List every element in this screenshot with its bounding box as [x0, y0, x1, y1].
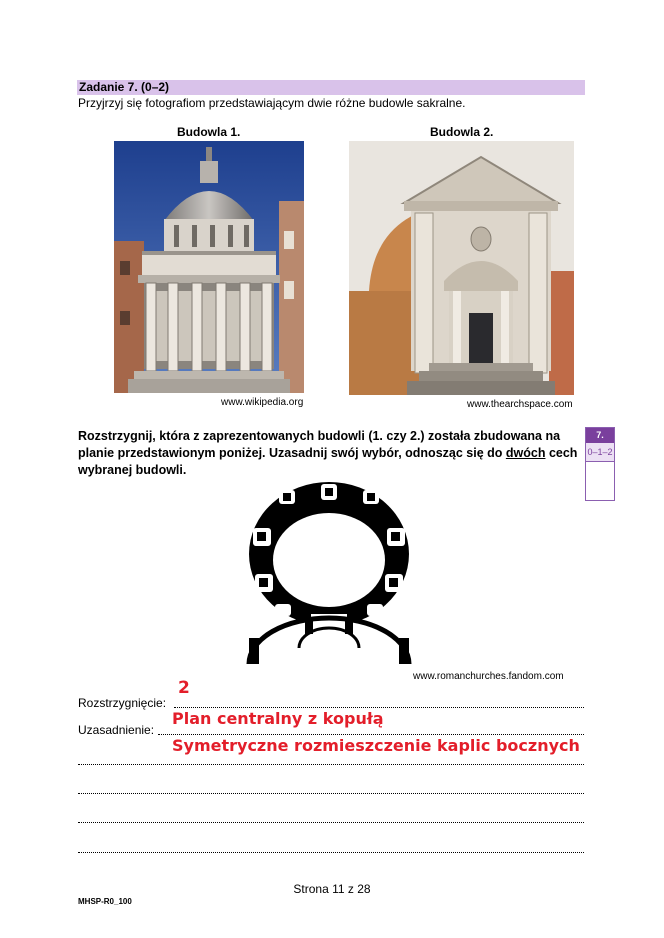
justification-line-3[interactable]: [78, 793, 584, 794]
score-field[interactable]: [586, 462, 614, 500]
question-part-2: cech wybranej budowli.: [78, 446, 578, 477]
building-1-photo: [114, 141, 304, 393]
page-number: Strona 11 z 28: [293, 882, 371, 896]
question-text: [78, 428, 588, 479]
score-range: 0–1–2: [586, 443, 614, 462]
handwritten-justification-1: Plan centralny z kopułą: [172, 709, 384, 728]
handwritten-decision: 2: [178, 678, 190, 698]
building-1-source: www.wikipedia.org: [221, 397, 304, 408]
task-intro: Przyjrzyj się fotografiom przedstawiającym dwie różne budowle sakralne.: [78, 96, 466, 110]
justification-line-5[interactable]: [78, 852, 584, 853]
justification-line-1[interactable]: [158, 734, 584, 735]
question-emphasis: dwóch: [505, 446, 546, 460]
document-code: MHSP-R0_100: [78, 897, 132, 906]
justification-line-4[interactable]: [78, 822, 584, 823]
building-2-photo: [349, 141, 574, 395]
handwritten-justification-2: Symetryczne rozmieszczenie kaplic bocznych: [172, 736, 580, 755]
justification-line-2[interactable]: [78, 764, 584, 765]
plan-source: www.romanchurches.fandom.com: [413, 671, 564, 682]
decision-label: Rozstrzygnięcie:: [78, 696, 167, 710]
floor-plan: [245, 478, 415, 664]
building-1-title: Budowla 1.: [177, 125, 241, 139]
building-2-source: www.thearchspace.com: [467, 399, 573, 410]
score-box: [585, 427, 615, 501]
justification-label: Uzasadnienie:: [78, 723, 155, 737]
building-2-title: Budowla 2.: [430, 125, 494, 139]
decision-line[interactable]: [174, 707, 584, 708]
task-header: Zadanie 7. (0–2): [77, 80, 585, 95]
question-part-1: Rozstrzygnij, która z zaprezentowanych budowli (1. czy 2.) została zbudowana na planie przedstawionym poniżej. Uzasadnij swój wybór, odnosząc się do: [78, 429, 561, 460]
score-task-number: 7.: [586, 428, 614, 443]
